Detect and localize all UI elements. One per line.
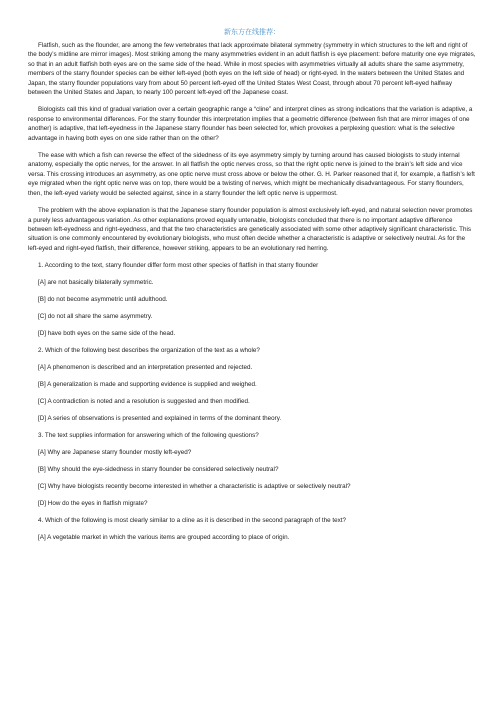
answer-option: [B] do not become asymmetric until adulthood. — [38, 296, 168, 304]
question-stem: 1. According to the text, starry flounder differ form most other species of flatfish in that starry flounder — [38, 262, 319, 270]
answer-option: [A] are not basically bilaterally symmetric. — [38, 279, 154, 287]
question-stem: 3. The text supplies information for answering which of the following questions? — [38, 432, 259, 440]
page-header: 新东方在线推荐： — [224, 29, 280, 36]
answer-option: [D] How do the eyes in flatfish migrate? — [38, 500, 148, 508]
article-body — [28, 41, 476, 550]
paragraph: The problem with the above explanation is that the Japanese starry flounder population is almost exclusively left-eyed, and natural selection never promotes a purely less advantageous variation. As other explanations proved equally untenable, biologists concluded that there is no important adaptive difference between left-eyedness and right-eyedness, and that the two characteristics are genetically associated with some other adaptively significant characteristic. This situation is one commonly encountered by evolutionary biologists, who must often decide whether a characteristic is adaptive or selectively neutral. As for the left-eyed and right-eyed flatfish, their difference, however striking, appears to be an evolutionary red herring. — [28, 207, 473, 252]
answer-option: [B] Why should the eye-sidedness in starry flounder be considered selectively neutral? — [38, 466, 279, 474]
paragraph: Flatfish, such as the flounder, are among the few vertebrates that lack approximate bilateral symmetry (symmetry in which structures to the left and right of the body’s midline are mirror images). Most striking among the many asymmetries evident in an adult flatfish is eye placement: before maturity one eye migrates, so that in an adult flatfish both eyes are on the same side of the head. While in most species with asymmetries virtually all adults share the same asymmetry, members of the starry flounder species can be either left-eyed (both eyes on the left side of head) or right-eyed. In the waters between the United States and Japan, the starry flounder populations vary from about 50 percent left-eyed off the United States West Coast, through about 70 percent left-eyed halfway between the United States and Japan, to nearly 100 percent left-eyed off the Japanese coast. — [28, 42, 476, 97]
question-stem: 2. Which of the following best describes the organization of the text as a whole? — [38, 347, 260, 355]
answer-option: [D] A series of observations is presented and explained in terms of the dominant theory. — [38, 415, 282, 423]
question-stem: 4. Which of the following is most clearly similar to a cline as it is described in the second paragraph of the text? — [38, 517, 346, 525]
answer-option: [C] do not all share the same asymmetry. — [38, 313, 153, 321]
answer-option: [C] Why have biologists recently become interested in whether a characteristic is adaptive or selectively neutral? — [38, 483, 351, 491]
answer-option: [A] A vegetable market in which the various items are grouped according to place of origin. — [38, 534, 290, 542]
answer-option: [A] A phenomenon is described and an interpretation presented and rejected. — [38, 364, 253, 372]
paragraph: The ease with which a fish can reverse the effect of the sidedness of its eye asymmetry simply by turning around has caused biologists to study internal anatomy, especially the optic nerves, for the answer. In all flatfish the optic nerves cross, so that the right optic nerve is joined to the brain’s left side and vice versa. This crossing introduces an asymmetry, as one optic nerve must cross above or below the other. G. H. Parker reasoned that if, for example, a flatfish’s left eye migrated when the right optic nerve was on top, there would be a twisting of nerves, which might be mechanically disadvantageous. For starry flounders, then, the left-eyed variety would be selected against, since in a starry flounder the left optic nerve is uppermost. — [28, 152, 475, 197]
answer-option: [C] A contradiction is noted and a resolution is suggested and then modified. — [38, 398, 250, 406]
answer-option: [A] Why are Japanese starry flounder mostly left-eyed? — [38, 449, 192, 457]
paragraph: Biologists call this kind of gradual variation over a certain geographic range a “cline” and interpret clines as strong indications that the variation is adaptive, a response to environmental differences. For the starry flounder this interpretation implies that a geometric difference (between fish that are mirror images of one another) is adaptive, that left-eyedness in the Japanese starry flounder has been selected for, which provokes a perplexing question: what is the selective advantage in having both eyes on one side rather than on the other? — [28, 106, 473, 142]
answer-option: [B] A generalization is made and supporting evidence is supplied and weighed. — [38, 381, 257, 389]
answer-option: [D] have both eyes on the same side of the head. — [38, 330, 176, 338]
